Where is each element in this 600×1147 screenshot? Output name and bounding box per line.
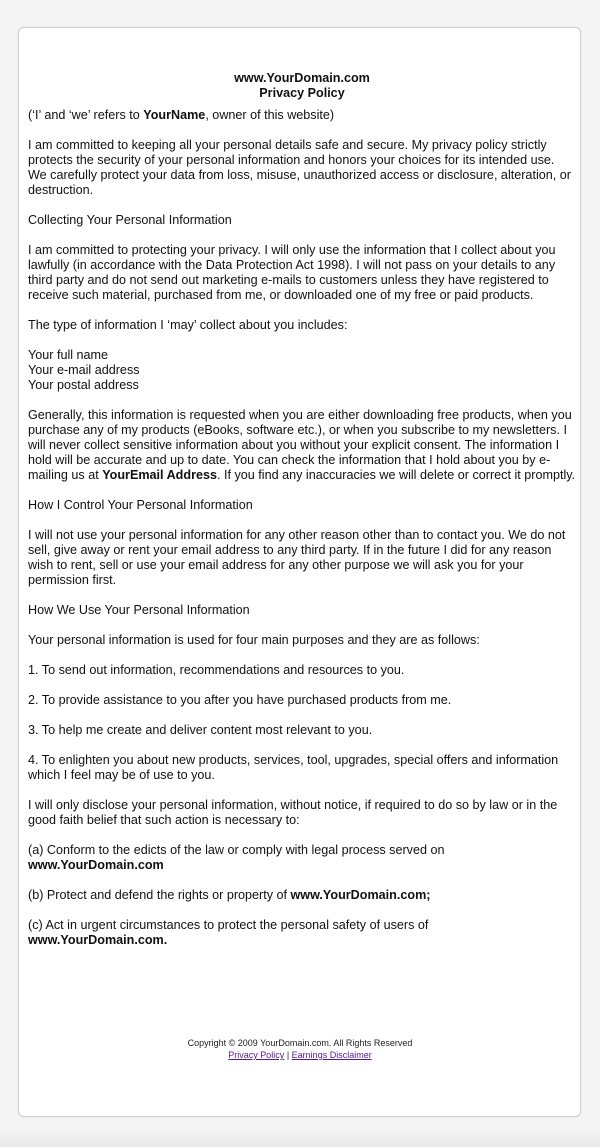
collecting-paragraph: I am committed to protecting your privacy. I will only use the information that I collect about you lawfully (in accordance with the Data Protection Act 1998). I will not pass on your details to any third party and do not send out marketing e-mails to customers unless they have registered to receive such material, purchased from me, or downloaded one of my free or paid products. xyxy=(28,243,556,302)
use-intro: Your personal information is used for four main purposes and they are as follows: xyxy=(28,633,480,647)
page-header xyxy=(28,71,576,101)
purpose-item: 4. To enlighten you about new products, services, tool, upgrades, special offers and information which I feel may be of use to you. xyxy=(28,753,559,782)
purpose-item: 3. To help me create and deliver content most relevant to you. xyxy=(28,723,373,737)
policy-content xyxy=(28,71,576,963)
page-title: Privacy Policy xyxy=(259,86,345,100)
privacy-policy-link[interactable]: Privacy Policy xyxy=(228,1050,285,1060)
intro-paragraph xyxy=(28,108,576,123)
list-item: Your postal address xyxy=(28,378,139,392)
clause-c-text: (c) Act in urgent circumstances to protect the personal safety of users of xyxy=(28,918,429,932)
owner-name: YourName xyxy=(143,108,206,122)
copyright-text: Copyright © 2009 YourDomain.com. All Rights Reserved xyxy=(187,1038,413,1048)
clause-b-text: (b) Protect and defend the rights or property of xyxy=(28,888,291,902)
footer-links xyxy=(0,1049,600,1061)
list-item: Your e-mail address xyxy=(28,363,140,377)
footer-separator: | xyxy=(286,1050,290,1060)
clause-b-domain: www.YourDomain.com; xyxy=(290,888,431,902)
commitment-paragraph: I am committed to keeping all your personal details safe and secure. My privacy policy strictly protects the security of your personal information and honors your choices for its intended use. We carefully protect your data from loss, misuse, unauthorized access or disclosure, alteration, or destruction. xyxy=(28,138,571,197)
clause-a-text: (a) Conform to the edicts of the law or comply with legal process served on xyxy=(28,843,445,857)
control-heading: How I Control Your Personal Information xyxy=(28,498,253,512)
info-types-list xyxy=(28,348,576,393)
use-heading: How We Use Your Personal Information xyxy=(28,603,250,617)
page-footer xyxy=(0,1037,600,1061)
control-paragraph: I will not use your personal information for any other reason other than to contact you. We do not sell, give away or rent your email address to any third party. If in the future I did for any reason wish to rent, sell or use your email address for any other purpose we will ask you for your permission first. xyxy=(28,528,566,587)
collecting-heading: Collecting Your Personal Information xyxy=(28,213,232,227)
site-domain: www.YourDomain.com xyxy=(234,71,370,85)
generally-paragraph xyxy=(28,408,576,483)
clause-b xyxy=(28,888,576,903)
list-item: Your full name xyxy=(28,348,109,362)
clause-a xyxy=(28,843,576,873)
clause-c xyxy=(28,918,576,948)
clause-c-domain: www.YourDomain.com. xyxy=(28,933,168,947)
intro-text: (‘I’ and ‘we’ refers to xyxy=(28,108,144,122)
earnings-disclaimer-link[interactable]: Earnings Disclaimer xyxy=(291,1050,372,1060)
generally-text: Generally, this information is requested when you are either downloading free products, when you purchase any of my products (eBooks, software etc.), or when you subscribe to my newsletters. I will never collect sensitive information about you without your explicit consent. The information I hold will be accurate and up to date. You can check the information that I hold about you by e-mailing us at xyxy=(28,408,572,482)
types-intro: The type of information I ‘may’ collect about you includes: xyxy=(28,318,348,332)
clause-a-domain: www.YourDomain.com xyxy=(28,858,164,872)
generally-text-end: . If you find any inaccuracies we will delete or correct it promptly. xyxy=(216,468,576,482)
intro-text-end: , owner of this website) xyxy=(205,108,335,122)
disclose-paragraph: I will only disclose your personal information, without notice, if required to do so by law or in the good faith belief that such action is necessary to: xyxy=(28,798,558,827)
purpose-item: 1. To send out information, recommendations and resources to you. xyxy=(28,663,405,677)
purpose-item: 2. To provide assistance to you after you have purchased products from me. xyxy=(28,693,452,707)
page-bottom-shadow xyxy=(0,1130,600,1147)
email-placeholder: YourEmail Address xyxy=(102,468,217,482)
